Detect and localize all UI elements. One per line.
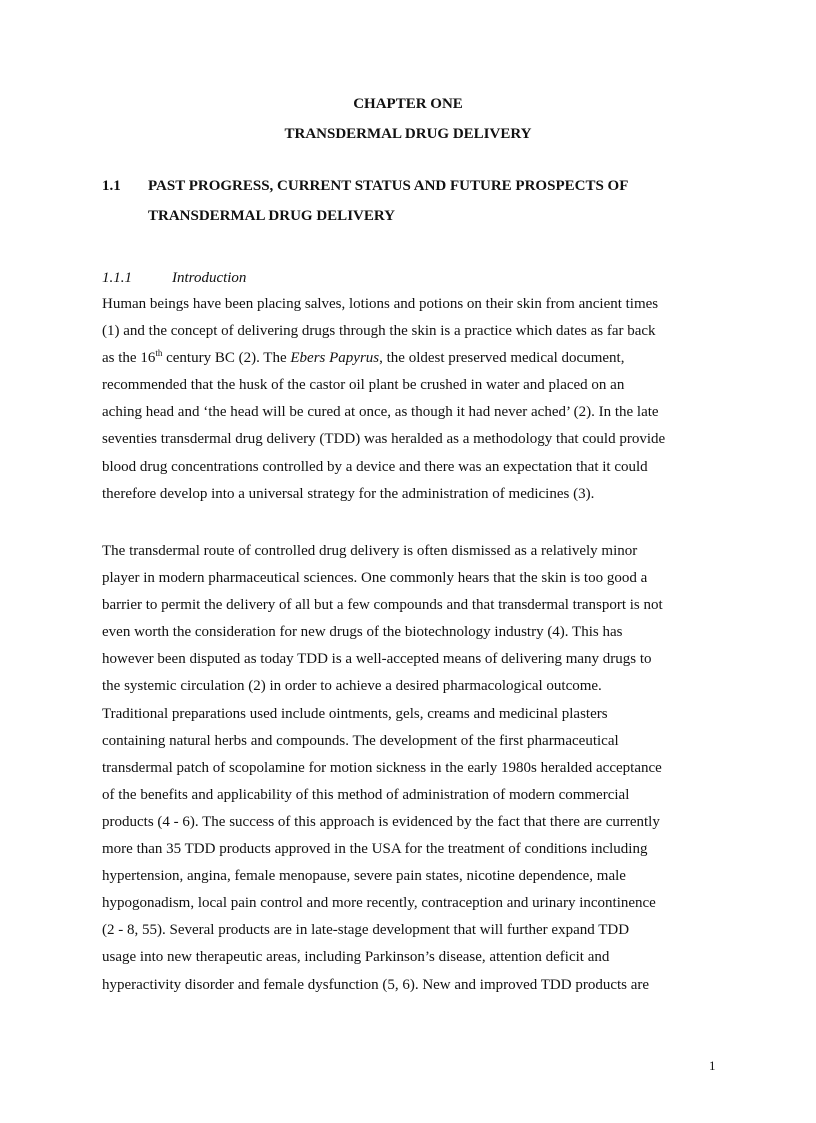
section-number: 1.1 [102,178,121,194]
text-run: as the 16 [102,350,156,367]
section-title-line2: TRANSDERMAL DRUG DELIVERY [148,208,396,224]
text-run: century BC (2). The [162,350,291,367]
paragraph-line: transdermal patch of scopolamine for motion sickness in the early 1980s heralded acceptance [102,759,662,776]
paragraph-line: products (4 - 6). The success of this approach is evidenced by the fact that there are currently [102,813,660,830]
paragraph-line: player in modern pharmaceutical sciences. One commonly hears that the skin is too good a [102,570,648,587]
paragraph-line [102,345,732,372]
paragraph-line: (1) and the concept of delivering drugs through the skin is a practice which dates as far back [102,323,656,340]
section-title-line1: PAST PROGRESS, CURRENT STATUS AND FUTURE PROSPECTS OF [148,178,629,194]
subsection-number: 1.1.1 [102,270,132,286]
paragraph-transdermal-route [102,538,732,999]
paragraph-line: more than 35 TDD products approved in the USA for the treatment of conditions including [102,841,648,858]
paragraph-line: hypogonadism, local pain control and more recently, contraception and urinary incontinence [102,895,656,912]
paragraph-line: aching head and ‘the head will be cured at once, as though it had never ached’ (2). In the late [102,404,659,421]
paragraph-line: Traditional preparations used include ointments, gels, creams and medicinal plasters [102,705,608,722]
text-run: , the oldest preserved medical document, [379,350,625,367]
paragraph-line: the systemic circulation (2) in order to achieve a desired pharmacological outcome. [102,678,602,695]
paragraph-line: hypertension, angina, female menopause, severe pain states, nicotine dependence, male [102,868,626,885]
paragraph-line: however been disputed as today TDD is a well-accepted means of delivering many drugs to [102,651,652,668]
paragraph-introduction [102,291,732,508]
paragraph-line: blood drug concentrations controlled by a device and there was an expectation that it could [102,458,648,475]
chapter-label: CHAPTER ONE [353,96,463,112]
paragraph-line: recommended that the husk of the castor oil plant be crushed in water and placed on an [102,377,625,394]
section-title [148,171,728,231]
paragraph-line: (2 - 8, 55). Several products are in late-stage development that will further expand TDD [102,922,630,939]
paragraph-line: therefore develop into a universal strategy for the administration of medicines (3). [102,485,595,502]
subsection-title: Introduction [172,270,247,286]
superscript: th [155,348,163,359]
paragraph-line: hyperactivity disorder and female dysfunction (5, 6). New and improved TDD products are [102,976,650,993]
paragraph-line: seventies transdermal drug delivery (TDD) was heralded as a methodology that could provide [102,431,666,448]
paragraph-line: Human beings have been placing salves, lotions and potions on their skin from ancient times [102,296,659,312]
italic-title: Ebers Papyrus [290,350,380,367]
page-number: 1 [709,1058,716,1073]
chapter-title: TRANSDERMAL DRUG DELIVERY [284,126,532,142]
paragraph-line: containing natural herbs and compounds. The development of the first pharmaceutical [102,732,619,749]
paragraph-line: usage into new therapeutic areas, including Parkinson’s disease, attention deficit and [102,949,610,966]
paragraph-line: even worth the consideration for new drugs of the biotechnology industry (4). This has [102,624,623,641]
paragraph-line: barrier to permit the delivery of all but a few compounds and that transdermal transport is not [102,597,663,614]
paragraph-line: of the benefits and applicability of this method of administration of modern commercial [102,786,630,803]
paragraph-line: The transdermal route of controlled drug delivery is often dismissed as a relatively minor [102,543,638,559]
